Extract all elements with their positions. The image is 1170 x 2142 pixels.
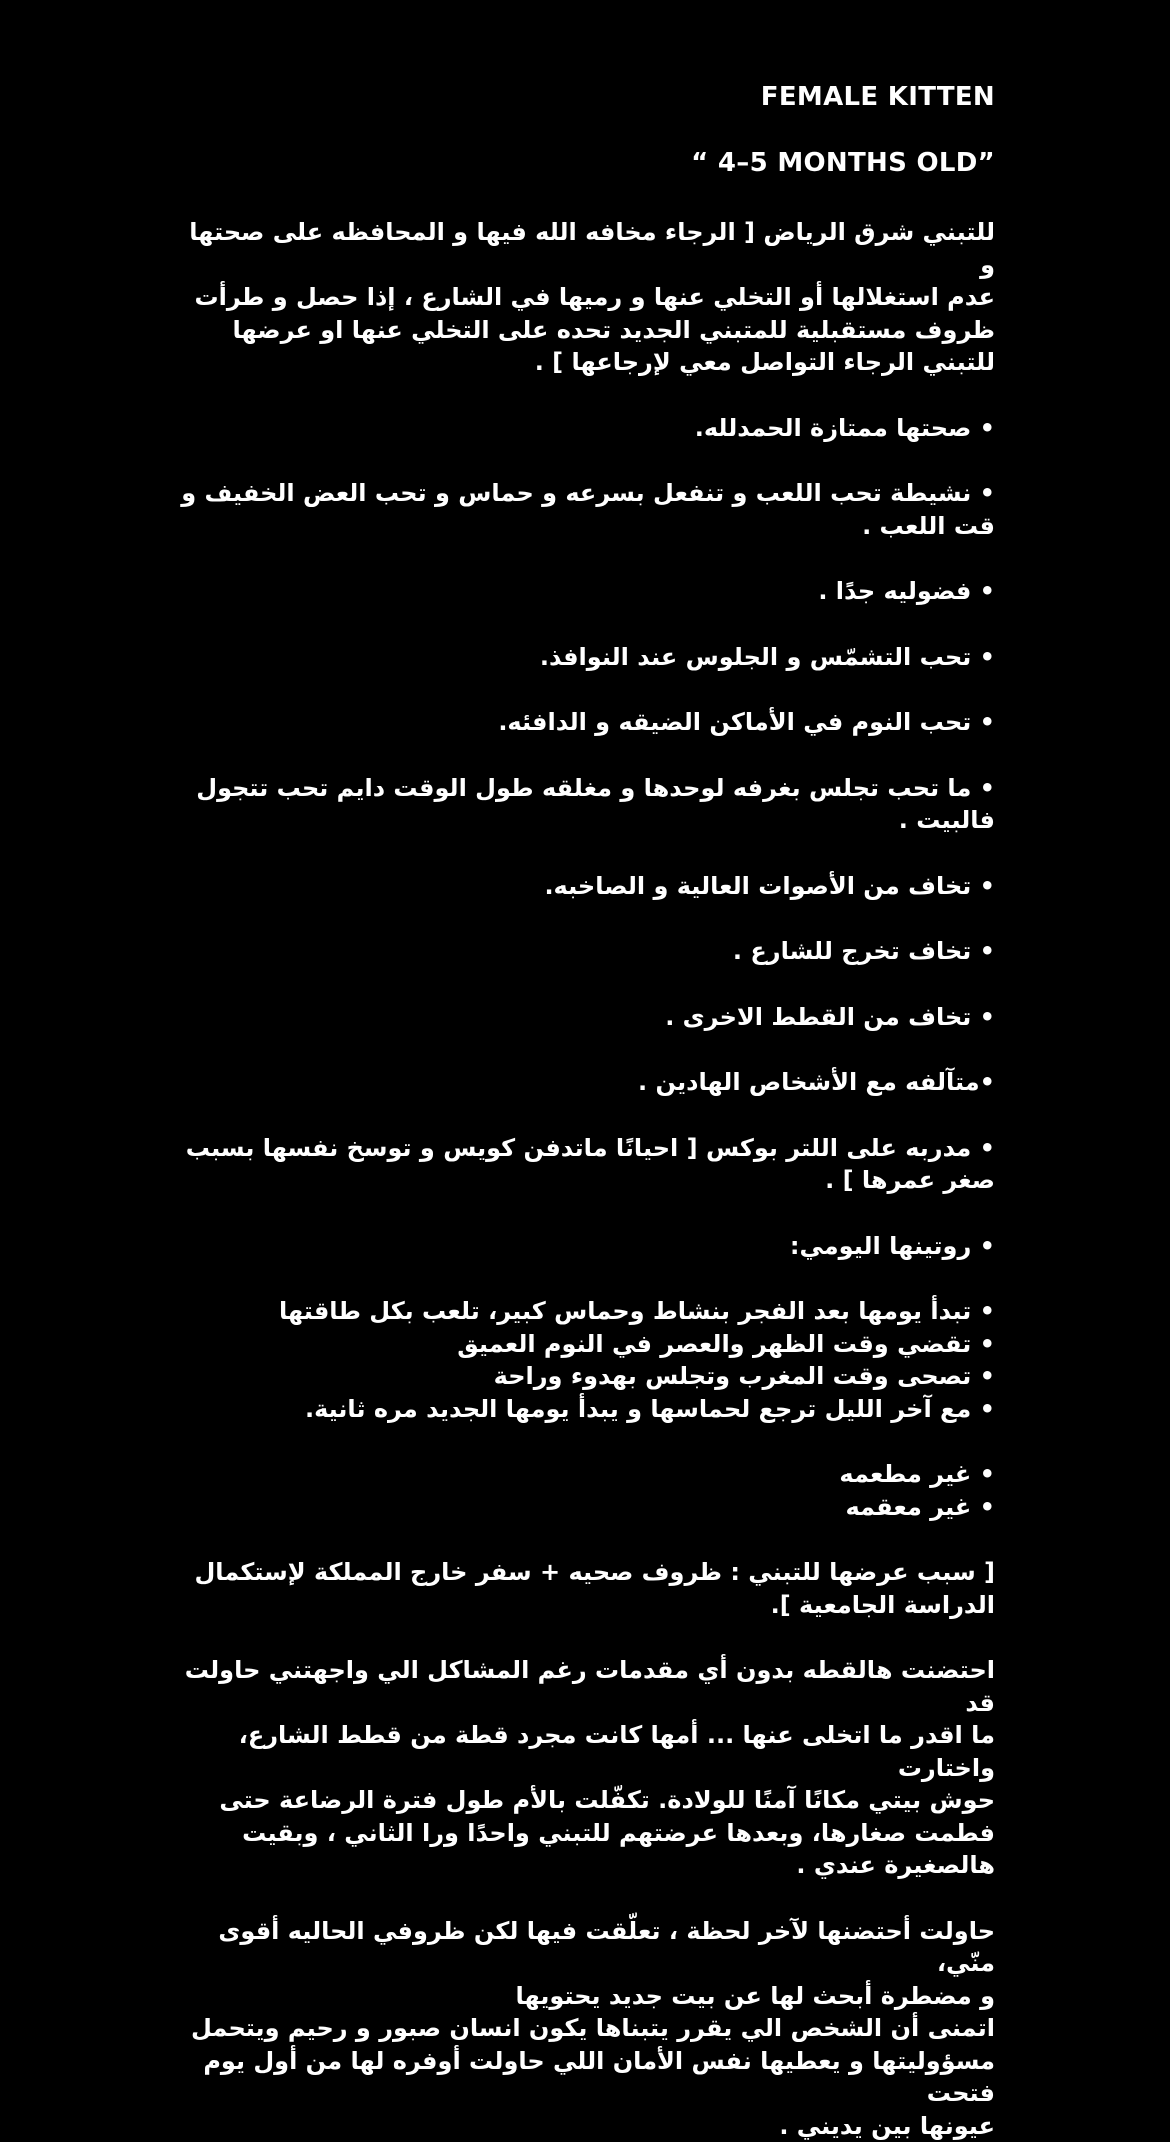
trait-other-cats: • تخاف من القطط الاخرى . (170, 1001, 995, 1034)
kitten-age: “ 4–5 MONTHS OLD” (170, 144, 995, 182)
trait-litter-box: • مدربه على اللتر بوكس [ احيانًا ماتدفن كويس و توسخ نفسها بسبب صغر عمرها ] . (170, 1132, 995, 1197)
adoption-post (170, 78, 995, 2142)
trait-sunbathing: • تحب التشمّس و الجلوس عند النوافذ. (170, 641, 995, 674)
trait-calm-people: •متآلفه مع الأشخاص الهادين . (170, 1066, 995, 1099)
kitten-story: احتضنت هالقطه بدون أي مقدمات رغم المشاكل الي واجهتني حاولت قد ما اقدر ما اتخلى عنها ... أمها كانت مجرد قطة من قطط الشارع، واختارت حوش بيتي مكانًا آمنًا للولادة. تكفّلت بالأم طول فترة الرضاعة حتى فطمت صغارها، وبعدها عرضتهم للتبني واحدًا ورا الثاني ، وبقيت هالصغيرة عندي . (170, 1654, 995, 1882)
closing-paragraph: حاولت أحتضنها لآخر لحظة ، تعلّقت فيها لكن ظروفي الحاليه أقوى منّي، و مضطرة أبحث لها عن بيت جديد يحتويها اتمنى أن الشخص الي يقرر يتبناها يكون انسان صبور و رحيم ويتحمل مسؤوليتها و يعطيها نفس الأمان اللي حاولت أوفره لها من أول يوم فتحت عيونها بين يديني . (170, 1915, 995, 2142)
trait-street: • تخاف تخرج للشارع . (170, 935, 995, 968)
routine-heading: • روتينها اليومي: (170, 1230, 995, 1263)
trait-playful: • نشيطة تحب اللعب و تنفعل بسرعه و حماس و تحب العض الخفيف و قت اللعب . (170, 477, 995, 542)
trait-room: • ما تحب تجلس بغرفه لوحدها و مغلقه طول الوقت دايم تحب تتجول فالبيت . (170, 772, 995, 837)
trait-loud-noises: • تخاف من الأصوات العالية و الصاخبه. (170, 870, 995, 903)
trait-sleeping: • تحب النوم في الأماكن الضيقه و الدافئه. (170, 706, 995, 739)
trait-curious: • فضوليه جدًا . (170, 575, 995, 608)
vaccination-status: • غير مطعمه • غير معقمه (170, 1458, 995, 1523)
post-title: FEMALE KITTEN (170, 78, 995, 116)
daily-routine-list: • تبدأ يومها بعد الفجر بنشاط وحماس كبير، تلعب بكل طاقتها • تقضي وقت الظهر والعصر في النوم العميق • تصحى وقت المغرب وتجلس بهدوء وراحة • مع آخر الليل ترجع لحماسها و يبدأ يومها الجديد مره ثانية. (170, 1295, 995, 1425)
trait-health: • صحتها ممتازة الحمدلله. (170, 412, 995, 445)
adoption-reason: [ سبب عرضها للتبني : ظروف صحيه + سفر خارج المملكة لإستكمال الدراسة الجامعية ]. (170, 1556, 995, 1621)
intro-paragraph: للتبني شرق الرياض [ الرجاء مخافه الله فيها و المحافظه على صحتها و عدم استغلالها أو التخلي عنها و رميها في الشارع ، إذا حصل و طرأت ظروف مستقبلية للمتبني الجديد تحده على التخلي عنها او عرضها للتبني الرجاء التواصل معي لإرجاعها ] . (170, 216, 995, 379)
